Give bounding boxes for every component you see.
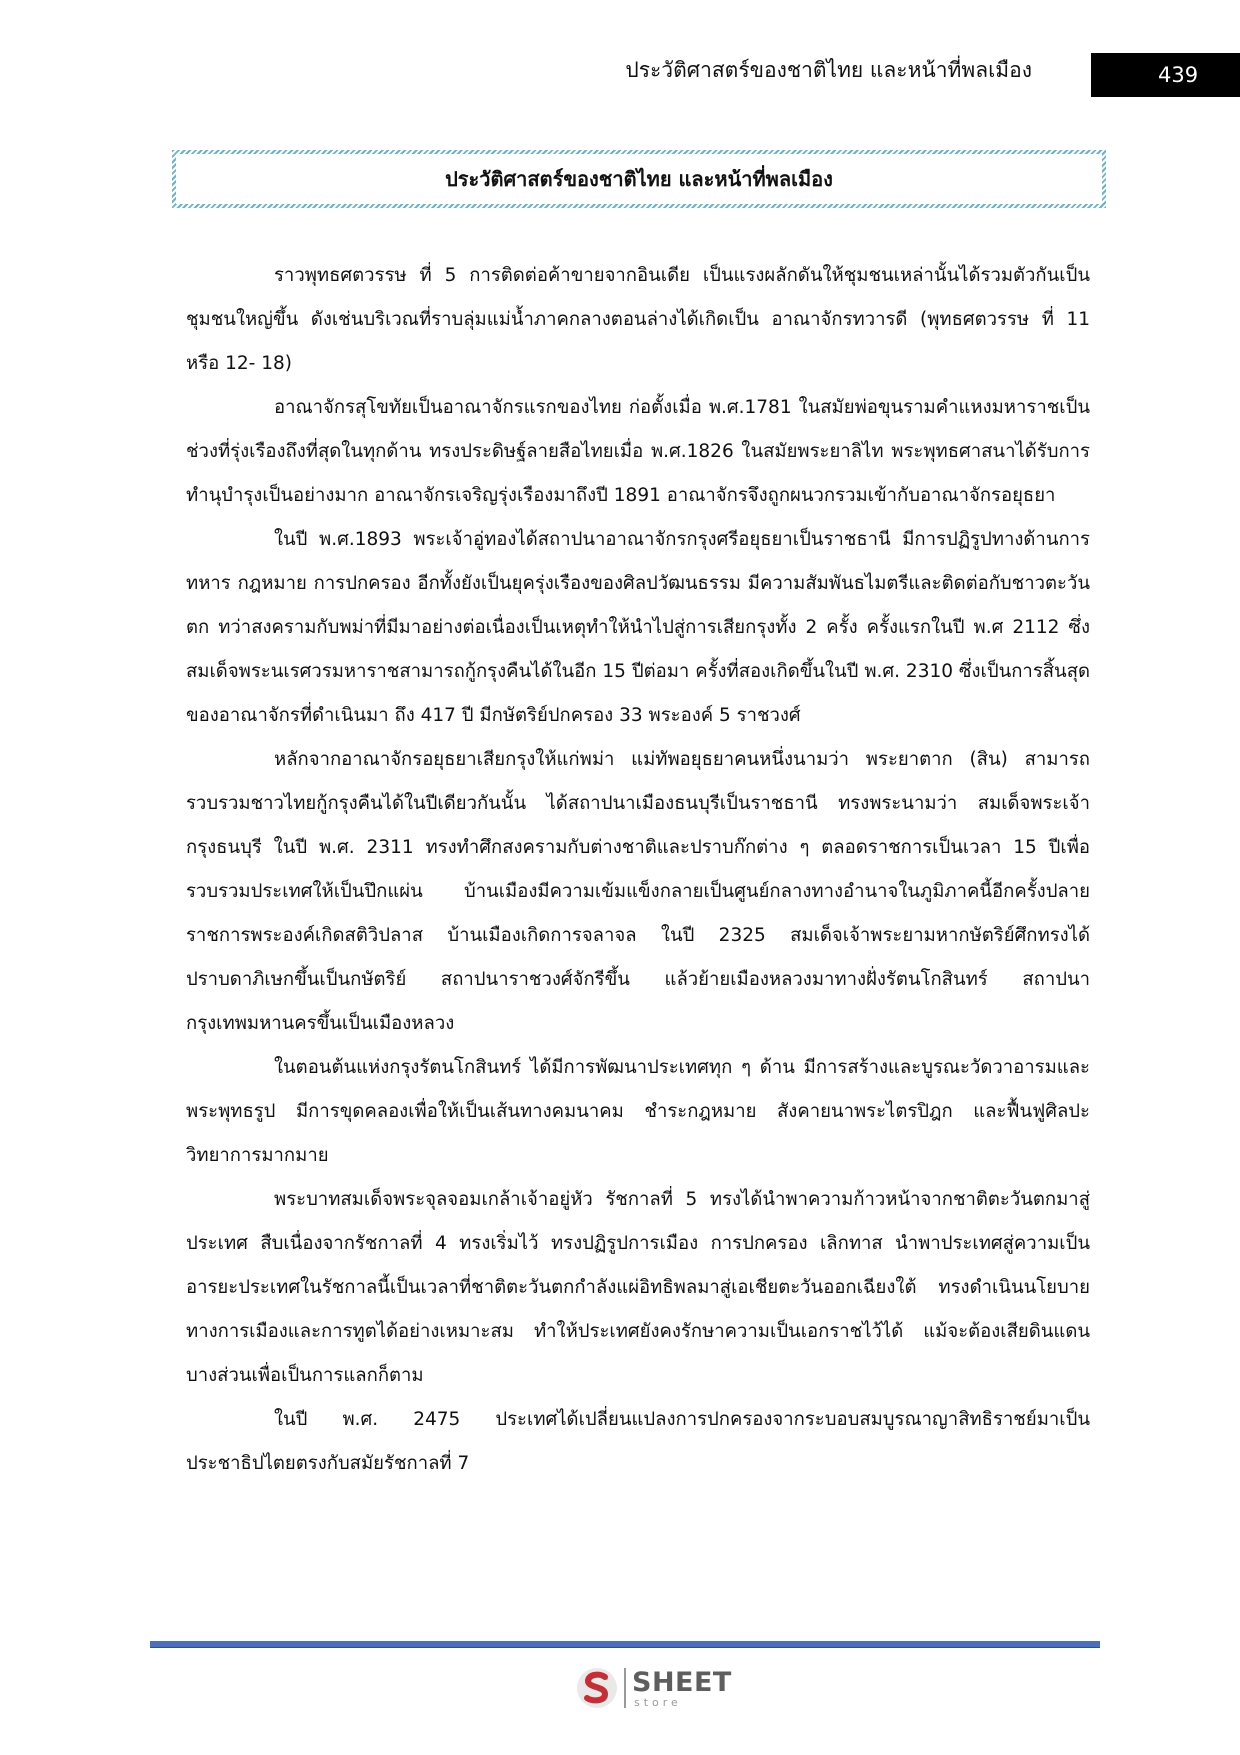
paragraph: ในปี พ.ศ. 2475 ประเทศได้เปลี่ยนแปลงการปกครองจากระบอบสมบูรณาญาสิทธิราชย์มาเป็นประชาธิปไตยตรงกับสมัยรัชกาลที่ 7 xyxy=(186,1409,1090,1474)
logo-word: SHEET xyxy=(632,1666,732,1698)
sheet-store-logo-icon xyxy=(574,1665,620,1711)
logo-text xyxy=(632,1666,732,1709)
footer-logo xyxy=(574,1663,732,1713)
section-title-frame xyxy=(172,150,1106,208)
running-header xyxy=(0,0,1240,100)
running-title: ประวัติศาสตร์ของชาติไทย และหน้าที่พลเมือง xyxy=(625,58,1032,82)
section-title: ประวัติศาสตร์ของชาติไทย และหน้าที่พลเมือง xyxy=(445,167,833,191)
section-title-inner xyxy=(176,154,1102,204)
logo-divider xyxy=(624,1668,626,1708)
paragraph: หลักจากอาณาจักรอยุธยาเสียกรุงให้แก่พม่า แม่ทัพอยุธยาคนหนึ่งนามว่า พระยาตาก (สิน) สามารถรวบรวมชาวไทยกู้กรุงคืนได้ในปีเดียวกันนั้น ได้สถาปนาเมืองธนบุรีเป็นราชธานี ทรงพระนามว่า สมเด็จพระเจ้ากรุงธนบุรี ในปี พ.ศ. 2311 ทรงทำศึกสงครามกับต่างชาติและปราบก๊กต่าง ๆ ตลอดราชการเป็นเวลา 15 ปีเพื่อรวบรวมประเทศให้เป็นปึกแผ่น บ้านเมืองมีความเข้มแข็งกลายเป็นศูนย์กลางทางอำนาจในภูมิภาคนี้อีกครั้งปลายราชการพระองค์เกิดสติวิปลาส บ้านเมืองเกิดการจลาจล ในปี 2325 สมเด็จเจ้าพระยามหากษัตริย์ศึกทรงได้ปราบดาภิเษกขึ้นเป็นกษัตริย์ สถาปนาราชวงศ์จักรีขึ้น แล้วย้ายเมืองหลวงมาทางฝั่งรัตนโกสินทร์ สถาปนากรุงเทพมหานครขึ้นเป็นเมืองหลวง xyxy=(186,749,1090,1034)
paragraph: ราวพุทธศตวรรษ ที่ 5 การติดต่อค้าขายจากอินเดีย เป็นแรงผลักดันให้ชุมชนเหล่านั้นได้รวมตัวกันเป็นชุมชนใหญ่ขึ้น ดังเช่นบริเวณที่ราบลุ่มแม่น้ำภาคกลางตอนล่างได้เกิดเป็น อาณาจักรทวารดี (พุทธศตวรรษ ที่ 11 หรือ 12- 18) xyxy=(186,265,1090,374)
paragraph: อาณาจักรสุโขทัยเป็นอาณาจักรแรกของไทย ก่อตั้งเมื่อ พ.ศ.1781 ในสมัยพ่อขุนรามคำแหงมหาราชเป็นช่วงที่รุ่งเรืองถึงที่สุดในทุกด้าน ทรงประดิษฐ์ลายสือไทยเมื่อ พ.ศ.1826 ในสมัยพระยาลิไท พระพุทธศาสนาได้รับการทำนุบำรุงเป็นอย่างมาก อาณาจักรเจริญรุ่งเรืองมาถึงปี 1891 อาณาจักรจึงถูกผนวกรวมเข้ากับอาณาจักรอยุธยา xyxy=(186,397,1090,506)
body-content xyxy=(186,254,1090,1486)
logo-subtext: store xyxy=(634,1695,682,1709)
paragraph: ในตอนต้นแห่งกรุงรัตนโกสินทร์ ได้มีการพัฒนาประเทศทุก ๆ ด้าน มีการสร้างและบูรณะวัดวาอารมและพระพุทธรูป มีการขุดคลองเพื่อให้เป็นเส้นทางคมนาคม ชำระกฎหมาย สังคายนาพระไตรปิฎก และฟื้นฟูศิลปะวิทยาการมากมาย xyxy=(186,1057,1090,1166)
paragraph: พระบาทสมเด็จพระจุลจอมเกล้าเจ้าอยู่หัว รัชกาลที่ 5 ทรงได้นำพาความก้าวหน้าจากชาติตะวันตกมาสู่ประเทศ สืบเนื่องจากรัชกาลที่ 4 ทรงเริ่มไว้ ทรงปฏิรูปการเมือง การปกครอง เลิกทาส นำพาประเทศสู่ความเป็นอารยะประเทศในรัชกาลนี้เป็นเวลาที่ชาติตะวันตกกำลังแผ่อิทธิพลมาสู่เอเชียตะวันออกเฉียงใต้ ทรงดำเนินนโยบายทางการเมืองและการทูตได้อย่างเหมาะสม ทำให้ประเทศยังคงรักษาความเป็นเอกราชไว้ได้ แม้จะต้องเสียดินแดนบางส่วนเพื่อเป็นการแลกก็ตาม xyxy=(186,1189,1090,1386)
footer-rule xyxy=(150,1641,1100,1648)
paragraph: ในปี พ.ศ.1893 พระเจ้าอู่ทองได้สถาปนาอาณาจักรกรุงศรีอยุธยาเป็นราชธานี มีการปฏิรูปทางด้านการทหาร กฎหมาย การปกครอง อีกทั้งยังเป็นยุครุ่งเรืองของศิลปวัฒนธรรม มีความสัมพันธไมตรีและติดต่อกับชาวตะวันตก ทว่าสงครามกับพม่าที่มีมาอย่างต่อเนื่องเป็นเหตุทำให้นำไปสู่การเสียกรุงทั้ง 2 ครั้ง ครั้งแรกในปี พ.ศ 2112 ซึ่งสมเด็จพระนเรศวรมหาราชสามารถกู้กรุงคืนได้ในอีก 15 ปีต่อมา ครั้งที่สองเกิดขึ้นในปี พ.ศ. 2310 ซึ่งเป็นการสิ้นสุดของอาณาจักรที่ดำเนินมา ถึง 417 ปี มีกษัตริย์ปกครอง 33 พระองค์ 5 ราชวงศ์ xyxy=(186,529,1090,726)
page-number: 439 xyxy=(1158,63,1199,87)
